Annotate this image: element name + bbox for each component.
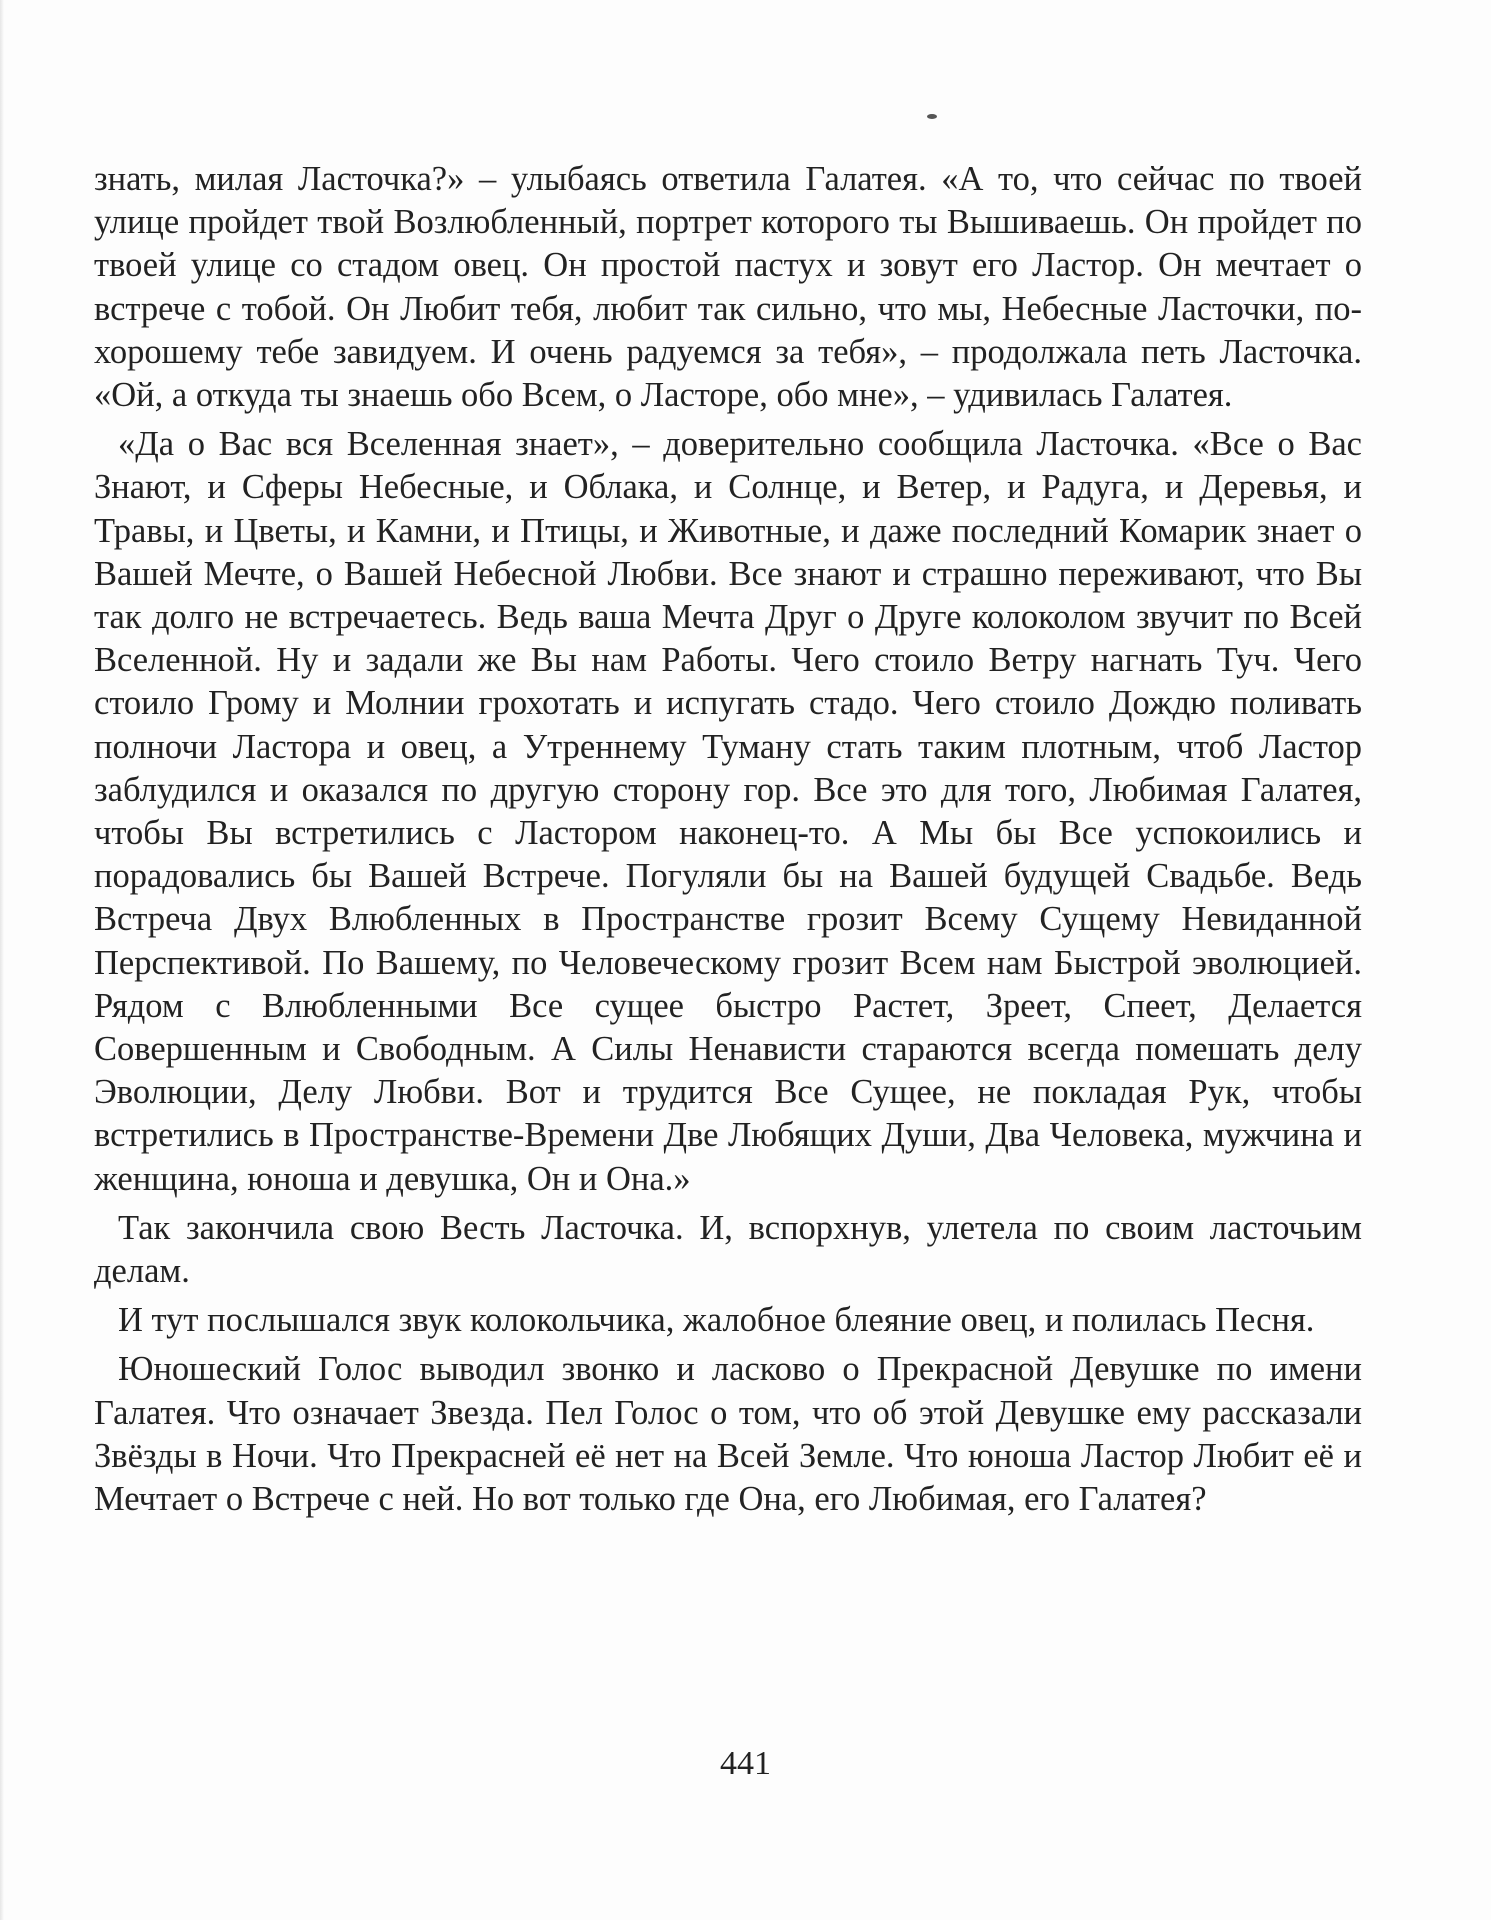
page-number: 441 xyxy=(720,1745,771,1782)
paragraph-2: «Да о Вас вся Вселенная знает», – доверительно сообщила Ласточка. «Все о Вас Знают, и Сферы Небесные, и Облака, и Солнце, и Ветер, и Радуга, и Деревья, и Травы, и Цветы, и Камни, и Птицы, и Животные, и даже последний Комарик знает о Вашей Мечте, о Вашей Небесной Любви. Все знают и страшно переживают, что Вы так долго не встречаетесь. Ведь ваша Мечта Друг о Друге колоколом звучит по Всей Вселенной. Ну и задали же Вы нам Работы. Чего стоило Ветру нагнать Туч. Чего стоило Грому и Молнии грохотать и испугать стадо. Чего стоило Дождю поливать полночи Ластора и овец, а Утреннему Туману стать таким плотным, чтоб Ластор заблудился и оказался по другую сторону гор. Все это для того, Любимая Галатея, чтобы Вы встретились с Ластором наконец-то. А Мы бы Все успокоились и порадовались бы Вашей Встрече. Погуляли бы на Вашей будущей Свадьбе. Ведь Встреча Двух Влюбленных в Пространстве грозит Всему Сущему Невиданной Перспективой. По Вашему, по Человеческому грозит Всем нам Быстрой эволюцией. Рядом с Влюбленными Все сущее быстро Растет, Зреет, Спеет, Делается Совершенным и Свободным. А Силы Ненависти стараются всегда помешать делу Эволюции, Делу Любви. Вот и трудится Все Сущее, не покладая Рук, чтобы встретились в Пространстве-Времени Две Любящих Души, Два Человека, мужчина и женщина, юноша и девушка, Он и Она.» xyxy=(94,425,1362,1198)
body-text xyxy=(94,158,1362,1527)
paragraph-4: И тут послышался звук колокольчика, жалобное блеяние овец, и полилась Песня. xyxy=(118,1301,1315,1340)
paragraph-1: знать, милая Ласточка?» – улыбаясь ответила Галатея. «А то, что сейчас по твоей улице пройдет твой Возлюбленный, портрет которого ты Вышиваешь. Он пройдет по твоей улице со стадом овец. Он простой пастух и зовут его Ластор. Он мечтает о встрече с тобой. Он Любит тебя, любит так сильно, что мы, Небесные Ласточки, по-хорошему тебе завидуем. И очень радуемся за тебя», – продолжала петь Ласточка. «Ой, а откуда ты знаешь обо Всем, о Ласторе, обо мне», – удивилась Галатея. xyxy=(94,160,1362,415)
paragraph-5: Юношеский Голос выводил звонко и ласково о Прекрасной Девушке по имени Галатея. Что означает Звезда. Пел Голос о том, что об этой Девушке ему рассказали Звёзды в Ночи. Что Прекрасней её нет на Всей Земле. Что юноша Ластор Любит её и Мечтает о Встрече с ней. Но вот только где Она, его Любимая, его Галатея? xyxy=(94,1350,1362,1519)
scan-speck xyxy=(927,114,937,119)
paragraph-3: Так закончила свою Весть Ласточка. И, вспорхнув, улетела по своим ласточьим делам. xyxy=(94,1208,1362,1291)
scan-edge-shadow xyxy=(0,0,4,1920)
